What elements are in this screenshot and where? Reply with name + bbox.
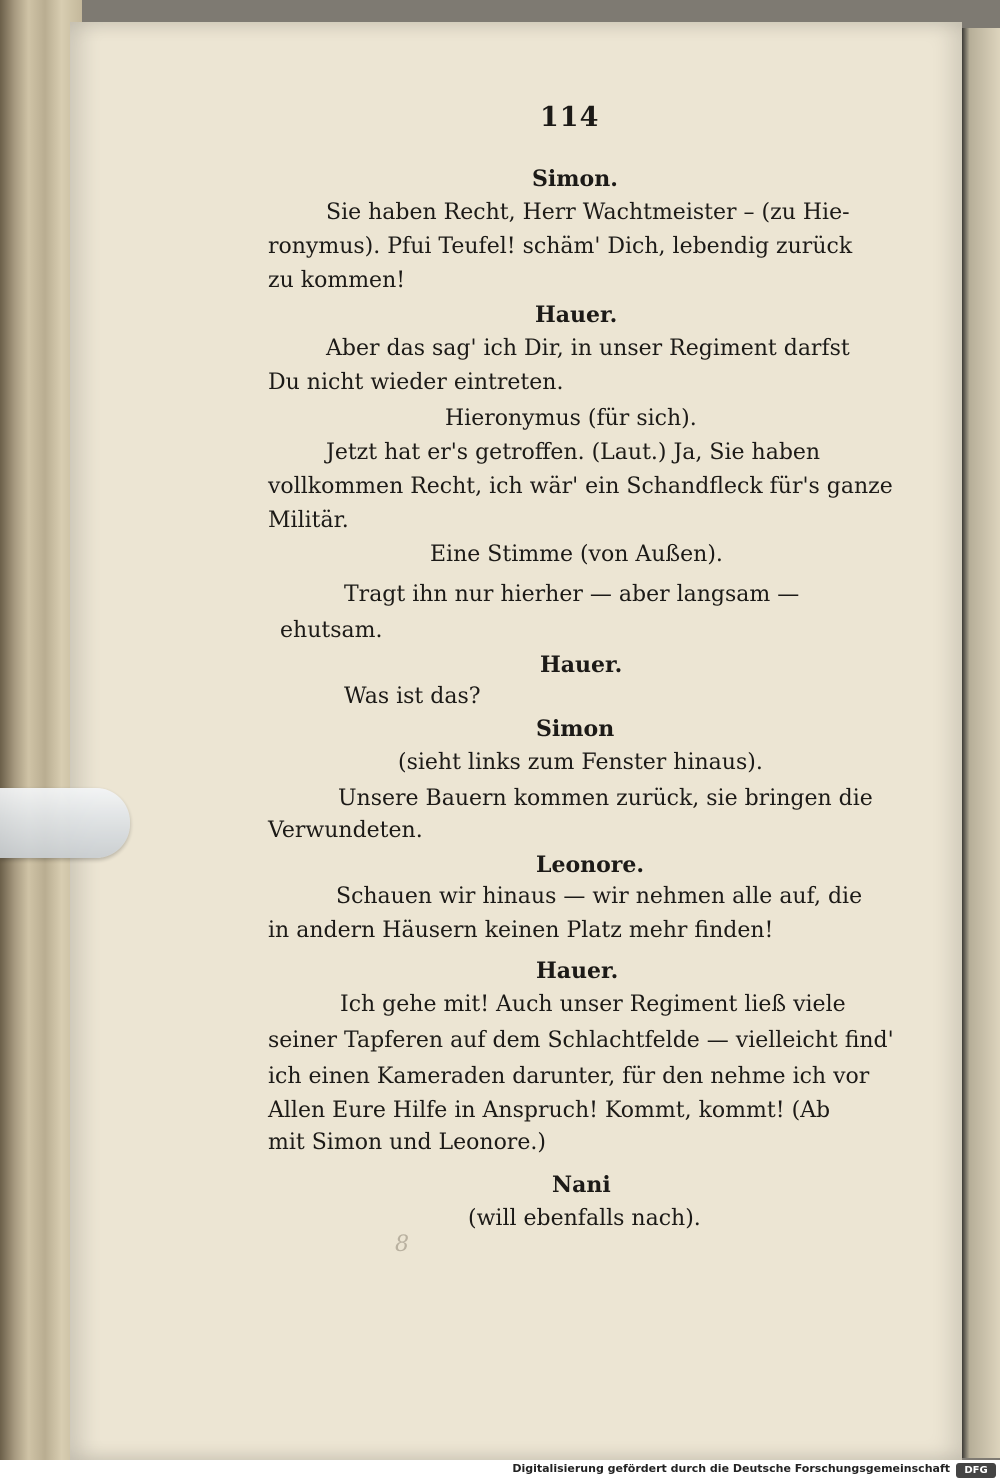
text-line: Tragt ihn nur hierher — aber langsam — [344,582,800,607]
text-line: Schauen wir hinaus — wir nehmen alle auf, die [336,884,863,909]
stage-direction: (sieht links zum Fenster hinaus). [398,750,763,775]
speaker-hauer: Hauer. [536,958,619,984]
facing-page-edge [962,28,1000,1458]
text-line: Unsere Bauern kommen zurück, sie bringen die [338,786,873,811]
text-line: mit Simon und Leonore.) [268,1130,546,1155]
text-line: Jetzt hat er's getroffen. (Laut.) Ja, Sie haben [326,440,821,465]
text-line: Militär. [268,508,349,533]
text-line: Aber das sag' ich Dir, in unser Regiment darfst [326,336,850,361]
text-line: seiner Tapferen auf dem Schlachtfelde — vielleicht find' [268,1028,894,1053]
text-line: ehutsam. [280,618,383,643]
page-number: 114 [540,102,600,133]
text-line: Allen Eure Hilfe in Anspruch! Kommt, kommt! (Ab [268,1098,831,1123]
text-line: zu kommen! [268,268,406,293]
text-line: Verwundeten. [268,818,423,843]
text-line: ronymus). Pfui Teufel! schäm' Dich, lebendig zurück [268,234,853,259]
text-line: Ich gehe mit! Auch unser Regiment ließ viele [340,992,846,1017]
speaker-hauer: Hauer. [535,302,618,328]
speaker-simon: Simon [536,716,615,742]
page-clip [0,788,130,858]
show-through-mark: 8 [395,1232,409,1257]
speaker-hieronymus: Hieronymus (für sich). [445,406,697,431]
text-line: Sie haben Recht, Herr Wachtmeister – (zu Hie- [326,200,850,225]
speaker-hauer: Hauer. [540,652,623,678]
speaker-leonore: Leonore. [536,852,645,878]
stage-direction: (will ebenfalls nach). [468,1206,701,1231]
text-line: Was ist das? [344,684,481,709]
text-line: vollkommen Recht, ich wär' ein Schandfleck für's ganze [268,474,893,499]
speaker-simon: Simon. [532,166,618,192]
speaker-nani: Nani [552,1172,611,1198]
text-line: Du nicht wieder eintreten. [268,370,564,395]
speaker-stimme: Eine Stimme (von Außen). [430,542,723,567]
text-line: ich einen Kameraden darunter, für den nehme ich vor [268,1064,870,1089]
text-line: in andern Häusern keinen Platz mehr finden! [268,918,774,943]
dfg-logo: DFG [956,1463,996,1478]
footer-credit: Digitalisierung gefördert durch die Deutsche Forschungsgemeinschaft [512,1462,950,1475]
